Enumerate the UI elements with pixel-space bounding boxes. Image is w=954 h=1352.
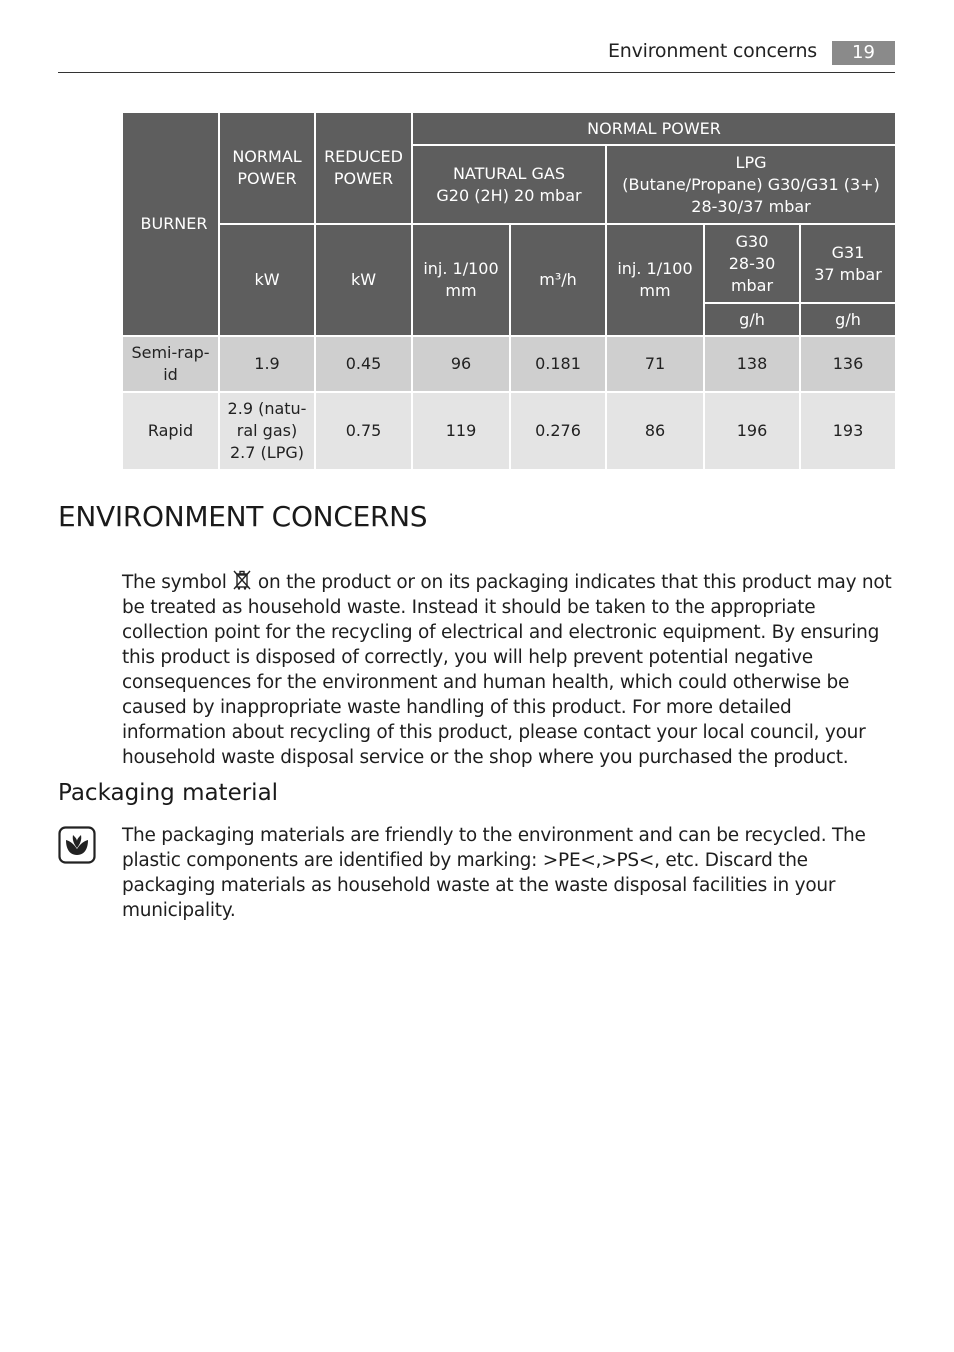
unit-injector-lpg: inj. 1/100 mm (606, 224, 704, 336)
g30-unit: mbar (730, 275, 774, 295)
row-injector-ng: 96 (412, 336, 510, 392)
unit-m3h: m³/h (510, 224, 606, 336)
natural-gas-spec: G20 (2H) 20 mbar (436, 185, 582, 205)
row-injector-lpg: 86 (606, 392, 704, 470)
weee-paragraph-start: The symbol (122, 572, 227, 593)
table-row (122, 336, 896, 392)
page-number: 19 (832, 41, 895, 65)
row-g31: 193 (800, 392, 896, 470)
row-burner-name: Semi-rap-id (122, 336, 219, 392)
page-header (58, 38, 895, 73)
table-row (122, 392, 896, 470)
header-natural-gas (412, 145, 606, 224)
section-title: ENVIRONMENT CONCERNS (58, 500, 428, 533)
row-burner-name: Rapid (122, 392, 219, 470)
row-normal-power: 1.9 (219, 336, 315, 392)
header-normal-power-group: NORMAL POWER (412, 112, 896, 145)
header-reduced-power: REDUCED POWER (315, 112, 412, 224)
unit-gh-g30: g/h (704, 303, 800, 336)
normal-power-line3: 2.7 (LPG) (230, 443, 304, 462)
weee-paragraph-rest: on the product or on its packaging indicates that this product may not be treated as household waste. Instead it should be taken to the appropriate collection point for the recycling of electrical and electronic equipment. By ensuring this product is disposed of correctly, you will help prevent potential negative consequences for the environment and human health, which could otherwise be caused by inappropriate waste handling of this product. For more detailed information about recycling of this product, please contact your local council, your household waste disposal service or the shop where you purchased the product. (122, 572, 892, 768)
row-g30: 138 (704, 336, 800, 392)
g31-label: G31 (831, 242, 865, 262)
row-injector-lpg: 71 (606, 336, 704, 392)
row-reduced-power: 0.45 (315, 336, 412, 392)
flower-eco-icon (58, 826, 96, 864)
row-g31: 136 (800, 336, 896, 392)
row-g30: 196 (704, 392, 800, 470)
header-g31 (800, 224, 896, 303)
row-reduced-power: 0.75 (315, 392, 412, 470)
lpg-label: LPG (735, 152, 767, 172)
row-m3h: 0.276 (510, 392, 606, 470)
row-normal-power (219, 392, 315, 470)
packaging-subheading: Packaging material (58, 780, 279, 806)
burner-spec-table (121, 111, 897, 471)
unit-gh-g31: g/h (800, 303, 896, 336)
crossed-out-bin-icon (232, 569, 252, 591)
g30-range: 28-30 (728, 253, 776, 273)
lpg-spec-gases: (Butane/Propane) G30/G31 (3+) (622, 174, 880, 194)
natural-gas-label: NATURAL GAS (452, 163, 566, 183)
header-normal-power: NORMAL POWER (219, 112, 315, 224)
weee-paragraph (122, 569, 897, 770)
header-section-title: Environment concerns (607, 40, 817, 62)
normal-power-line2: ral gas) (236, 421, 298, 440)
row-injector-ng: 119 (412, 392, 510, 470)
header-burner: BURNER (122, 112, 219, 336)
normal-power-line1: 2.9 (natu- (227, 399, 307, 418)
unit-kw-reduced: kW (315, 224, 412, 336)
unit-injector-ng: inj. 1/100 mm (412, 224, 510, 336)
packaging-paragraph: The packaging materials are friendly to the environment and can be recycled. The plastic components are identified by marking: >PE<,>PS<, etc. Discard the packaging materials as household waste at the waste disposal facilities in your municipality. (122, 825, 866, 921)
g31-spec: 37 mbar (814, 264, 882, 284)
lpg-spec-pressure: 28-30/37 mbar (691, 196, 811, 216)
header-g30 (704, 224, 800, 303)
header-lpg (606, 145, 896, 224)
g30-label: G30 (735, 231, 769, 251)
row-m3h: 0.181 (510, 336, 606, 392)
unit-kw-normal: kW (219, 224, 315, 336)
